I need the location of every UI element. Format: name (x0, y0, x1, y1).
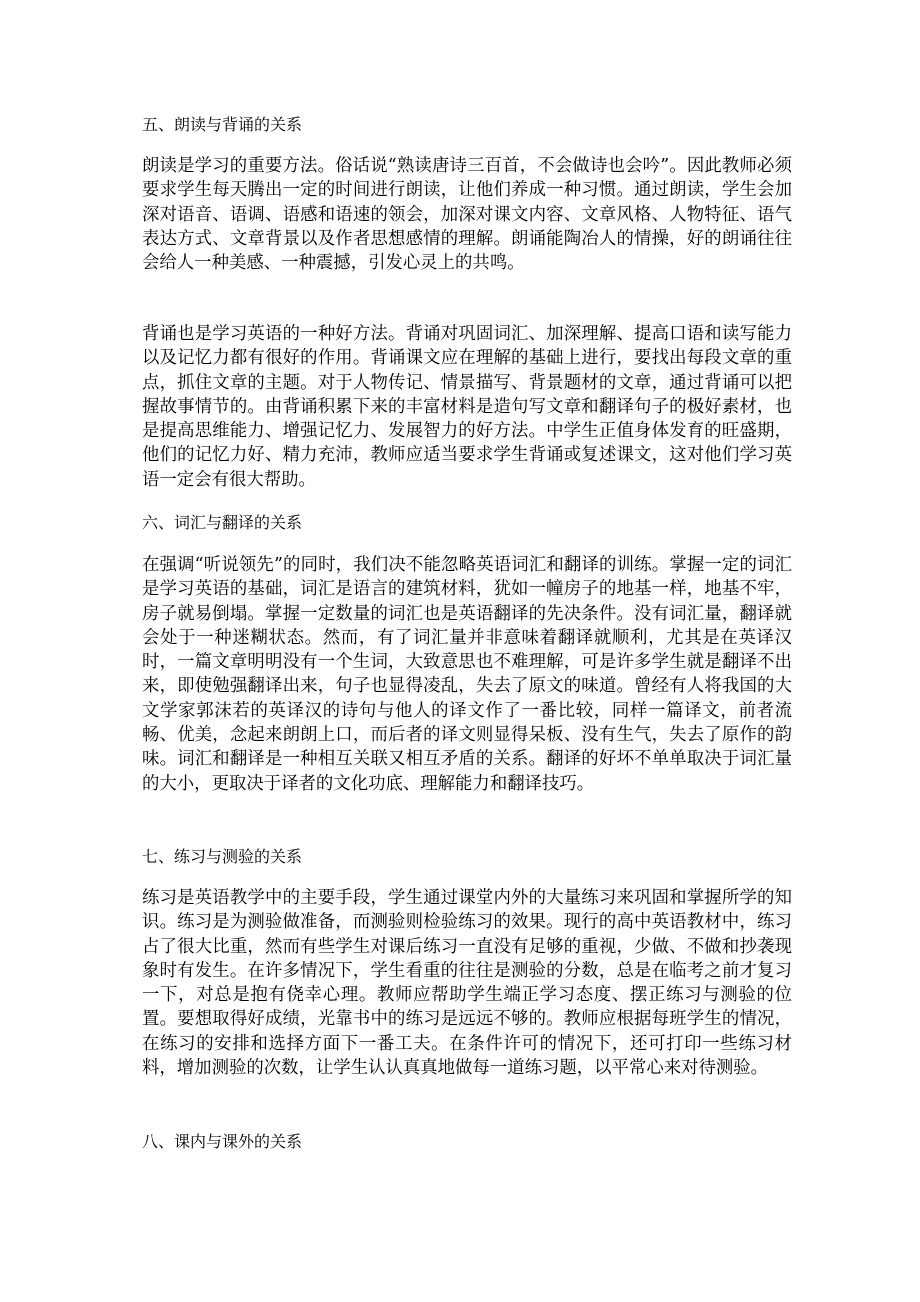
section-heading-reading-recitation: 五、朗读与背诵的关系 (142, 115, 303, 134)
section-heading-in-class-extracurricular: 八、课内与课外的关系 (142, 1132, 303, 1151)
section-heading-vocabulary-translation: 六、词汇与翻译的关系 (142, 513, 303, 532)
paragraph-vocabulary-translation: 在强调“听说领先”的同时，我们决不能忽略英语词汇和翻译的训练。掌握一定的词汇是学习英语的基础，词汇是语言的建筑材料，犹如一幢房子的地基一样，地基不牢，房子就易倒塌。掌握一定数量的词汇也是英语翻译的先决条件。没有词汇量，翻译就会处于一种迷糊状态。然而，有了词汇量并非意味着翻译就顺利，尤其是在英译汉时，一篇文章明明没有一个生词，大致意思也不难理解，可是许多学生就是翻译不出来，即使勉强翻译出来，句子也显得凌乱，失去了原文的味道。曾经有人将我国的大文学家郭沫若的英译汉的诗句与他人的译文作了一番比较，同样一篇译文，前者流畅、优美，念起来朗朗上口，而后者的译文则显得呆板、没有生气，失去了原作的韵味。词汇和翻译是一种相互关联又相互矛盾的关系。翻译的好坏不单单取决于词汇量的大小，更取决于译者的文化功底、理解能力和翻译技巧。 (142, 555, 792, 794)
paragraph-recitation: 背诵也是学习英语的一种好方法。背诵对巩固词汇、加深理解、提高口语和读写能力以及记忆力都有很好的作用。背诵课文应在理解的基础上进行，要找出每段文章的重点，抓住文章的主题。对于人物传记、情景描写、背景题材的文章，通过背诵可以把握故事情节的。由背诵积累下来的丰富材料是造句写文章和翻译句子的极好素材，也是提高思维能力、增强记忆力、发展智力的好方法。中学生正值身体发育的旺盛期，他们的记忆力好、精力充沛，教师应适当要求学生背诵或复述课文，这对他们学习英语一定会有很大帮助。 (142, 324, 792, 490)
section-heading-practice-testing: 七、练习与测验的关系 (142, 847, 303, 866)
paragraph-practice-testing: 练习是英语教学中的主要手段，学生通过课堂内外的大量练习来巩固和掌握所学的知识。练习是为测验做准备，而测验则检验练习的效果。现行的高中英语教材中，练习占了很大比重，然而有些学生对课后练习一直没有足够的重视，少做、不做和抄袭现象时有发生。在许多情况下，学生看重的往往是测验的分数，总是在临考之前才复习一下，对总是抱有侥幸心理。教师应帮助学生端正学习态度、摆正练习与测验的位置。要想取得好成绩，光靠书中的练习是远远不够的。教师应根据每班学生的情况，在练习的安排和选择方面下一番工夫。在条件许可的情况下，还可打印一些练习材料，增加测验的次数，让学生认认真真地做每一道练习题，以平常心来对待测验。 (142, 888, 792, 1079)
paragraph-reading-aloud: 朗读是学习的重要方法。俗话说“熟读唐诗三百首，不会做诗也会吟”。因此教师必须要求学生每天腾出一定的时间进行朗读，让他们养成一种习惯。通过朗读，学生会加深对语音、语调、语感和语速的领会，加深对课文内容、文章风格、人物特征、语气表达方式、文章背景以及作者思想感情的理解。朗诵能陶冶人的情操，好的朗诵往往会给人一种美感、一种震撼，引发心灵上的共鸣。 (142, 156, 792, 274)
